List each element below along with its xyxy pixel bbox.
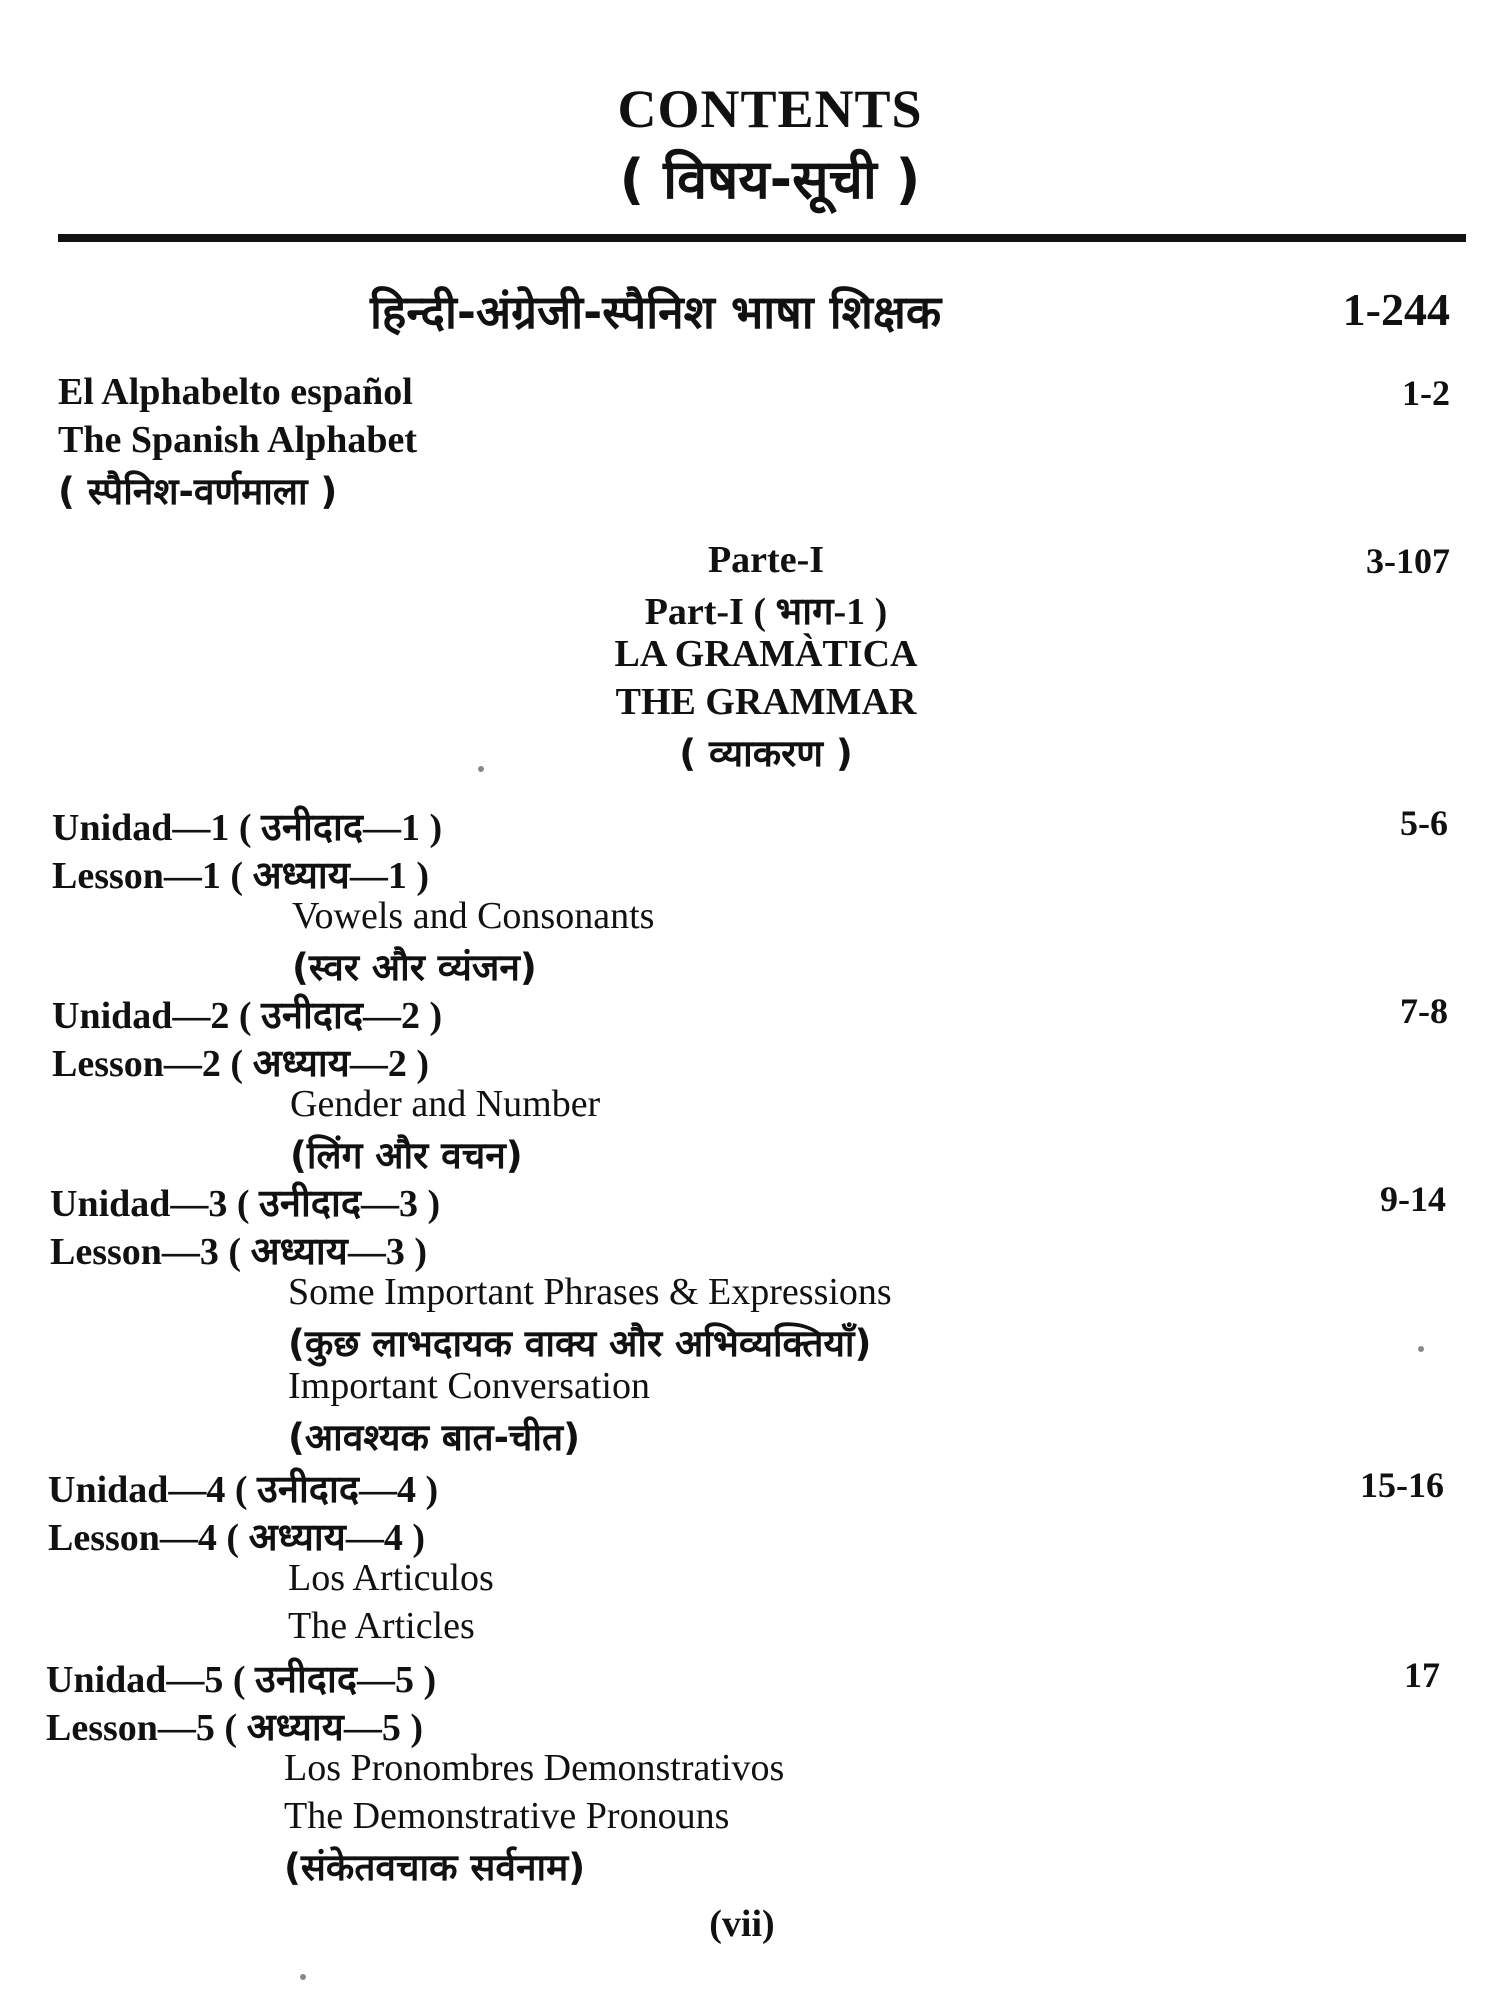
part-spanish: Parte-I: [707, 539, 825, 581]
lesson-3: Lesson—3 ( अध्याय—3 ): [50, 1231, 427, 1273]
unidad-1: Unidad—1 ( उनीदाद—1 ): [52, 807, 443, 849]
part-pages: 3-107: [1366, 541, 1450, 581]
lesson-2: Lesson—2 ( अध्याय—2 ): [52, 1043, 429, 1085]
alphabet-pages: 1-2: [1402, 373, 1450, 413]
unit-1-pages: 5-6: [1400, 803, 1448, 843]
unit-2-topic-1: Gender and Number: [290, 1083, 601, 1125]
unit-4-topic-1: Los Articulos: [288, 1557, 494, 1599]
unit-3-pages: 9-14: [1380, 1179, 1446, 1219]
unit-2-pages: 7-8: [1400, 991, 1448, 1031]
main-heading: हिन्दी-अंग्रेजी-स्पैनिश भाषा शिक्षक: [370, 285, 942, 339]
unit-3-topic-2: (कुछ लाभदायक वाक्य और अभिव्यक्तियाँ): [288, 1322, 872, 1365]
page-subtitle: ( विषय-सूची ): [619, 148, 921, 211]
unit-3-topic-1: Some Important Phrases & Expressions: [288, 1271, 892, 1313]
unit-2-topic-2: (लिंग और वचन): [290, 1134, 523, 1177]
unit-5-topic-2: The Demonstrative Pronouns: [284, 1795, 730, 1837]
speck-mark: [300, 1974, 306, 1980]
unit-3-topic-4: (आवश्यक बात-चीत): [288, 1416, 581, 1459]
main-heading-pages: 1-244: [1342, 284, 1450, 335]
unit-3-topic-3: Important Conversation: [288, 1365, 650, 1407]
grammar-spanish: LA GRAMÀTICA: [614, 633, 918, 675]
grammar-english: THE GRAMMAR: [615, 681, 917, 723]
title-divider: [58, 234, 1466, 242]
alphabet-hindi: ( स्पैनिश-वर्णमाला ): [58, 470, 338, 513]
alphabet-spanish: El Alphabelto español: [58, 371, 413, 413]
unidad-2: Unidad—2 ( उनीदाद—2 ): [52, 995, 443, 1037]
lesson-4: Lesson—4 ( अध्याय—4 ): [48, 1517, 425, 1559]
alphabet-english: The Spanish Alphabet: [58, 419, 418, 461]
speck-mark: [478, 766, 484, 772]
unit-4-pages: 15-16: [1360, 1465, 1444, 1505]
unit-5-pages: 17: [1404, 1655, 1440, 1695]
unidad-5: Unidad—5 ( उनीदाद—5 ): [46, 1659, 437, 1701]
lesson-1: Lesson—1 ( अध्याय—1 ): [52, 855, 429, 897]
part-english: Part-I ( भाग-1 ): [644, 591, 888, 633]
unit-4-topic-2: The Articles: [288, 1605, 475, 1647]
unidad-4: Unidad—4 ( उनीदाद—4 ): [48, 1469, 439, 1511]
grammar-hindi: ( व्याकरण ): [679, 732, 853, 775]
unit-1-topic-1: Vowels and Consonants: [292, 895, 655, 937]
page-title: CONTENTS: [617, 79, 923, 139]
unidad-3: Unidad—3 ( उनीदाद—3 ): [50, 1183, 441, 1225]
lesson-5: Lesson—5 ( अध्याय—5 ): [46, 1707, 423, 1749]
unit-1-topic-2: (स्वर और व्यंजन): [292, 946, 537, 989]
unit-5-topic-1: Los Pronombres Demonstrativos: [284, 1747, 785, 1789]
speck-mark: [1418, 1346, 1424, 1352]
page-number: (vii): [709, 1903, 775, 1945]
unit-5-topic-3: (संकेतवचाक सर्वनाम): [284, 1846, 586, 1889]
